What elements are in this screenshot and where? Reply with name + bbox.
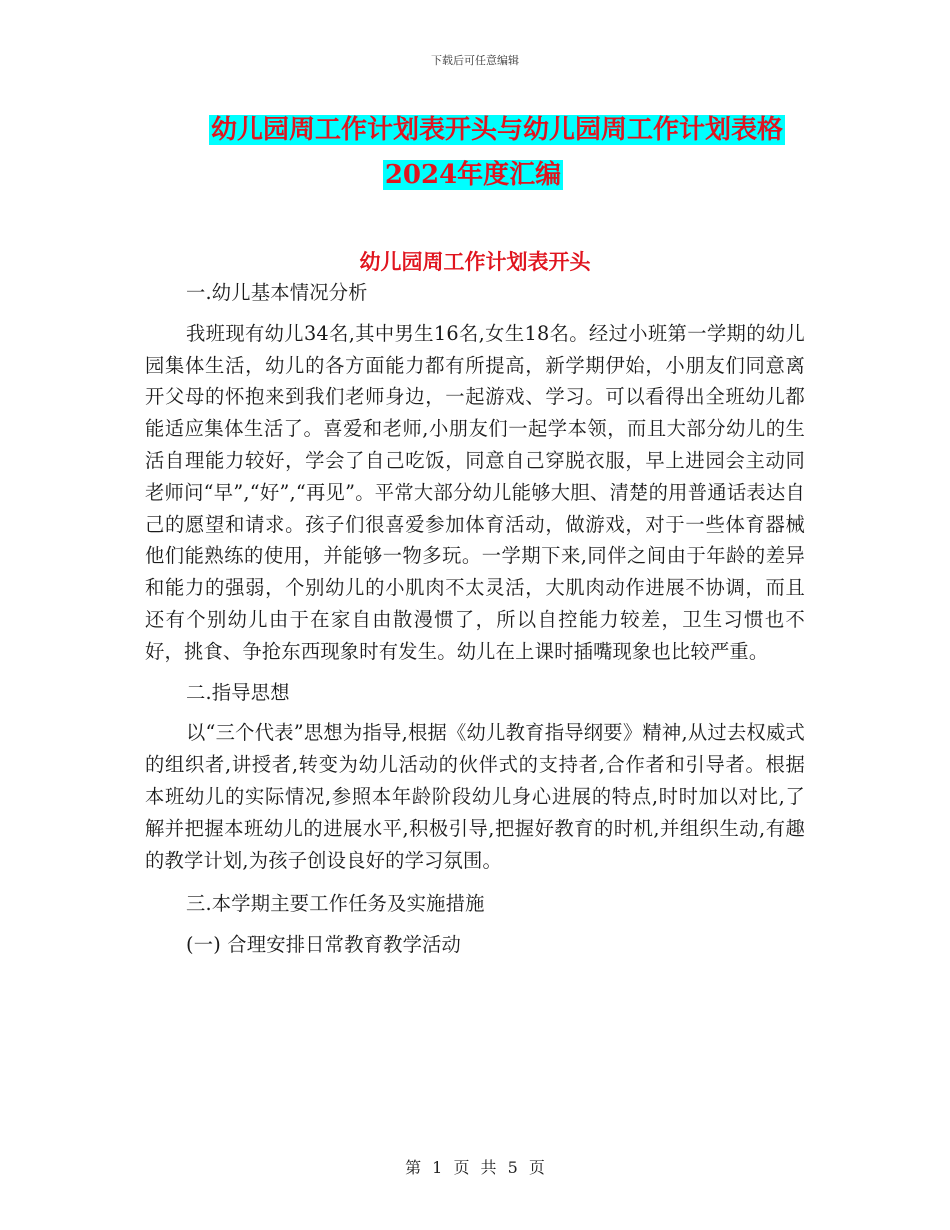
heading-child-analysis: 一.幼儿基本情况分析	[186, 281, 368, 304]
document-title-text-2: 2024年度汇编	[384, 160, 562, 190]
subheading-daily-activities: (一) 合理安排日常教育教学活动	[186, 933, 462, 957]
header-note: 下载后可任意编辑	[431, 54, 519, 67]
section-title: 幼儿园周工作计划表开头	[359, 249, 591, 274]
paragraph-guiding-thought: 以“三个代表”思想为指导,根据《幼儿教育指导纲要》精神,从过去权威式的组织者,讲授者,转变为幼儿活动的伙伴式的支持者,合作者和引导者。根据本班幼儿的实际情况,参照本年龄阶段幼儿身心进展的特点,时时加以对比,了解并把握本班幼儿的进展水平,积极引导,把握好教育的时机,并组织生动,有趣的教学计划,为孩子创设良好的学习氛围。	[145, 721, 805, 872]
heading-guiding-thought: 二.指导思想	[186, 680, 290, 704]
document-title-line-1	[22, 110, 950, 150]
paragraph-child-analysis: 我班现有幼儿34名,其中男生16名,女生18名。经过小班第一学期的幼儿园集体生活，幼儿的各方面能力都有所提高，新学期伊始，小朋友们同意离开父母的怀抱来到我们老师身边，一起游戏、学习。可以看得出全班幼儿都能适应集体生活了。喜爱和老师,小朋友们一起学本领，而且大部分幼儿的生活自理能力较好，学会了自己吃饭，同意自己穿脱衣服，早上进园会主动同老师问“早”,“好”,“再见”。平常大部分幼儿能够大胆、清楚的用普通话表达自己的愿望和请求。孩子们很喜爱参加体育活动，做游戏，对于一些体育器械他们能熟练的使用，并能够一物多玩。一学期下来,同伴之间由于年龄的差异和能力的强弱，个别幼儿的小肌肉不太灵活，大肌肉动作进展不协调，而且还有个别幼儿由于在家自由散漫惯了，所以自控能力较差，卫生习惯也不好，挑食、争抢东西现象时有发生。幼儿在上课时插嘴现象也比较严重。	[145, 321, 805, 663]
page-number-footer: 第 1 页 共 5 页	[405, 1158, 545, 1177]
heading-main-tasks: 三.本学期主要工作任务及实施措施	[186, 892, 485, 916]
document-title-text-1: 幼儿园周工作计划表开头与幼儿园周工作计划表格	[210, 115, 783, 145]
document-body	[145, 277, 805, 961]
document-title-line-2	[0, 155, 948, 195]
